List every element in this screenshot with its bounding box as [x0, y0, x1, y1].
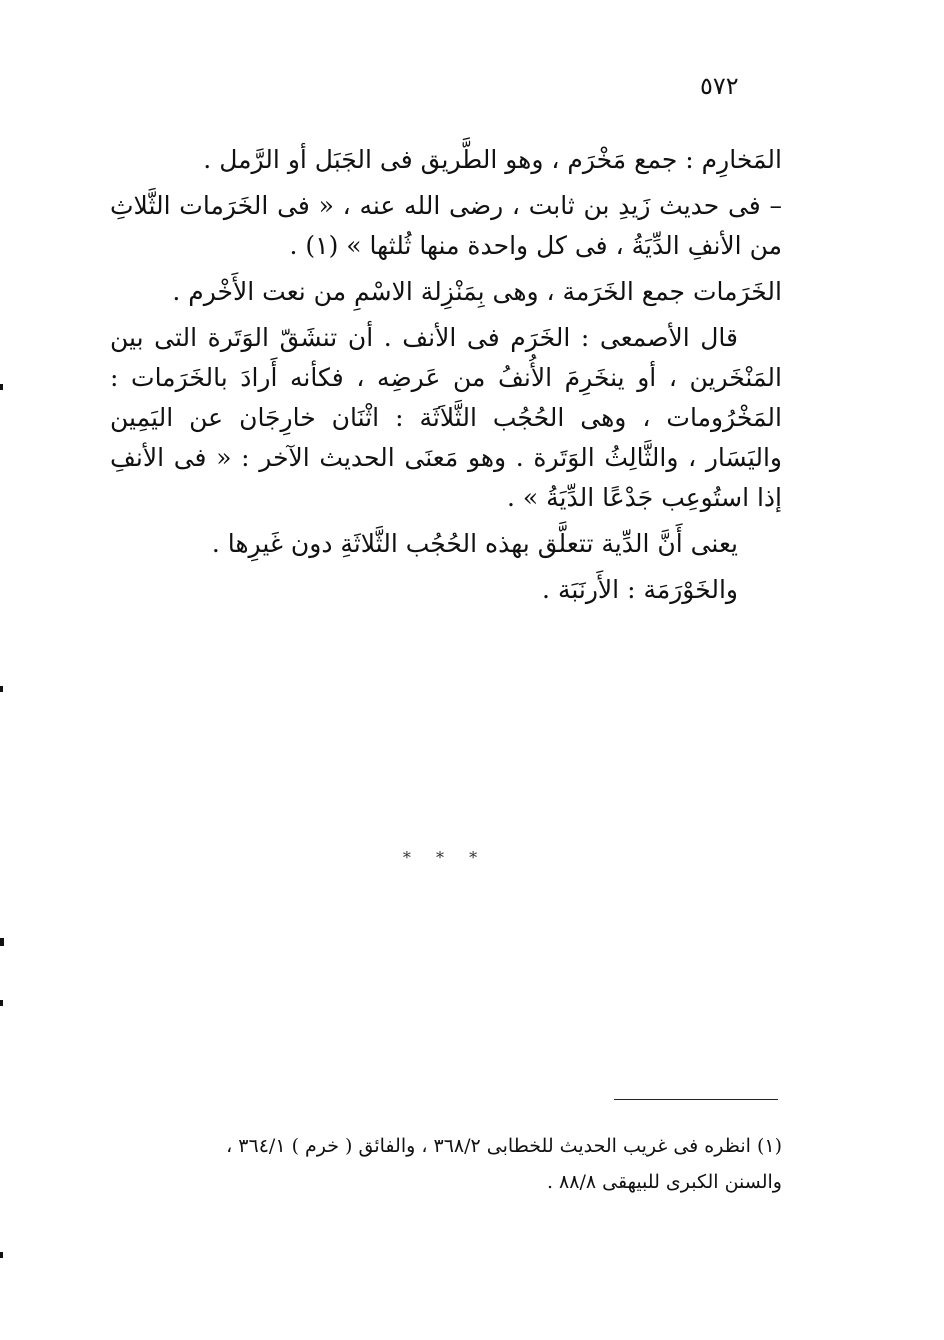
- scan-edge-mark: [0, 384, 3, 390]
- scan-edge-mark: [0, 1000, 3, 1006]
- scan-edge-mark: [0, 686, 3, 692]
- footnote-line: والسنن الكبرى للبيهقى ٨٨/٨ .: [546, 1171, 782, 1193]
- footnote: [110, 1128, 782, 1200]
- page-number: ٥٧٢: [700, 72, 739, 100]
- section-separator: * * *: [402, 848, 488, 867]
- scan-edge-mark: [0, 938, 4, 946]
- paragraph-hadith-zaid: – فى حديث زَيدِ بن ثابت ، رضى الله عنه ، « فى الخَرَمات الثَّلاثِ من الأنفِ الدِّيَةُ ، فى كل واحدة منها ثُلثها » (١) .: [110, 191, 782, 260]
- main-text: [110, 140, 782, 616]
- paragraph-makharim: المَخارِم : جمع مَخْرَم ، وهو الطَّريق فى الجَبَل أو الرَّمل .: [203, 145, 782, 174]
- paragraph-diya: يعنى أَنَّ الدِّية تتعلَّق بهذه الحُجُب الثَّلاثَةِ دون غَيرِها .: [211, 529, 738, 558]
- footnote-divider: [614, 1099, 778, 1100]
- footnote-line: (١) انظره فى غريب الحديث للخطابى ٣٦٨/٢ ، والفائق ( خرم ) ٣٦٤/١ ،: [226, 1135, 782, 1157]
- paragraph-asmai: قال الأصمعى : الخَرَم فى الأنف . أن تنشَقّ الوَتَرة التى بين المَنْخَرين ، أو ينخَرِمَ الأُنفُ من عَرضِه ، فكأنه أَرادَ بالخَرَمات : المَخْرُومات ، وهى الحُجُب الثَّلاَثَة : اثْنَان خارِجَان عن اليَمِين واليَسَار ، والثَّالِثُ الوَتَرة . وهو مَعنَى الحديث الآخر : « فى الأنفِ إذا استُوعِب جَدْعًا الدِّيَةُ » .: [110, 323, 782, 512]
- paragraph-khawrama: والخَوْرَمَة : الأَرنَبَة .: [542, 575, 738, 604]
- paragraph-kharamat: الخَرَمات جمع الخَرَمة ، وهى بِمَنْزِلة الاسْمِ من نعت الأَخْرم .: [172, 277, 782, 306]
- scan-edge-mark: [0, 1252, 3, 1258]
